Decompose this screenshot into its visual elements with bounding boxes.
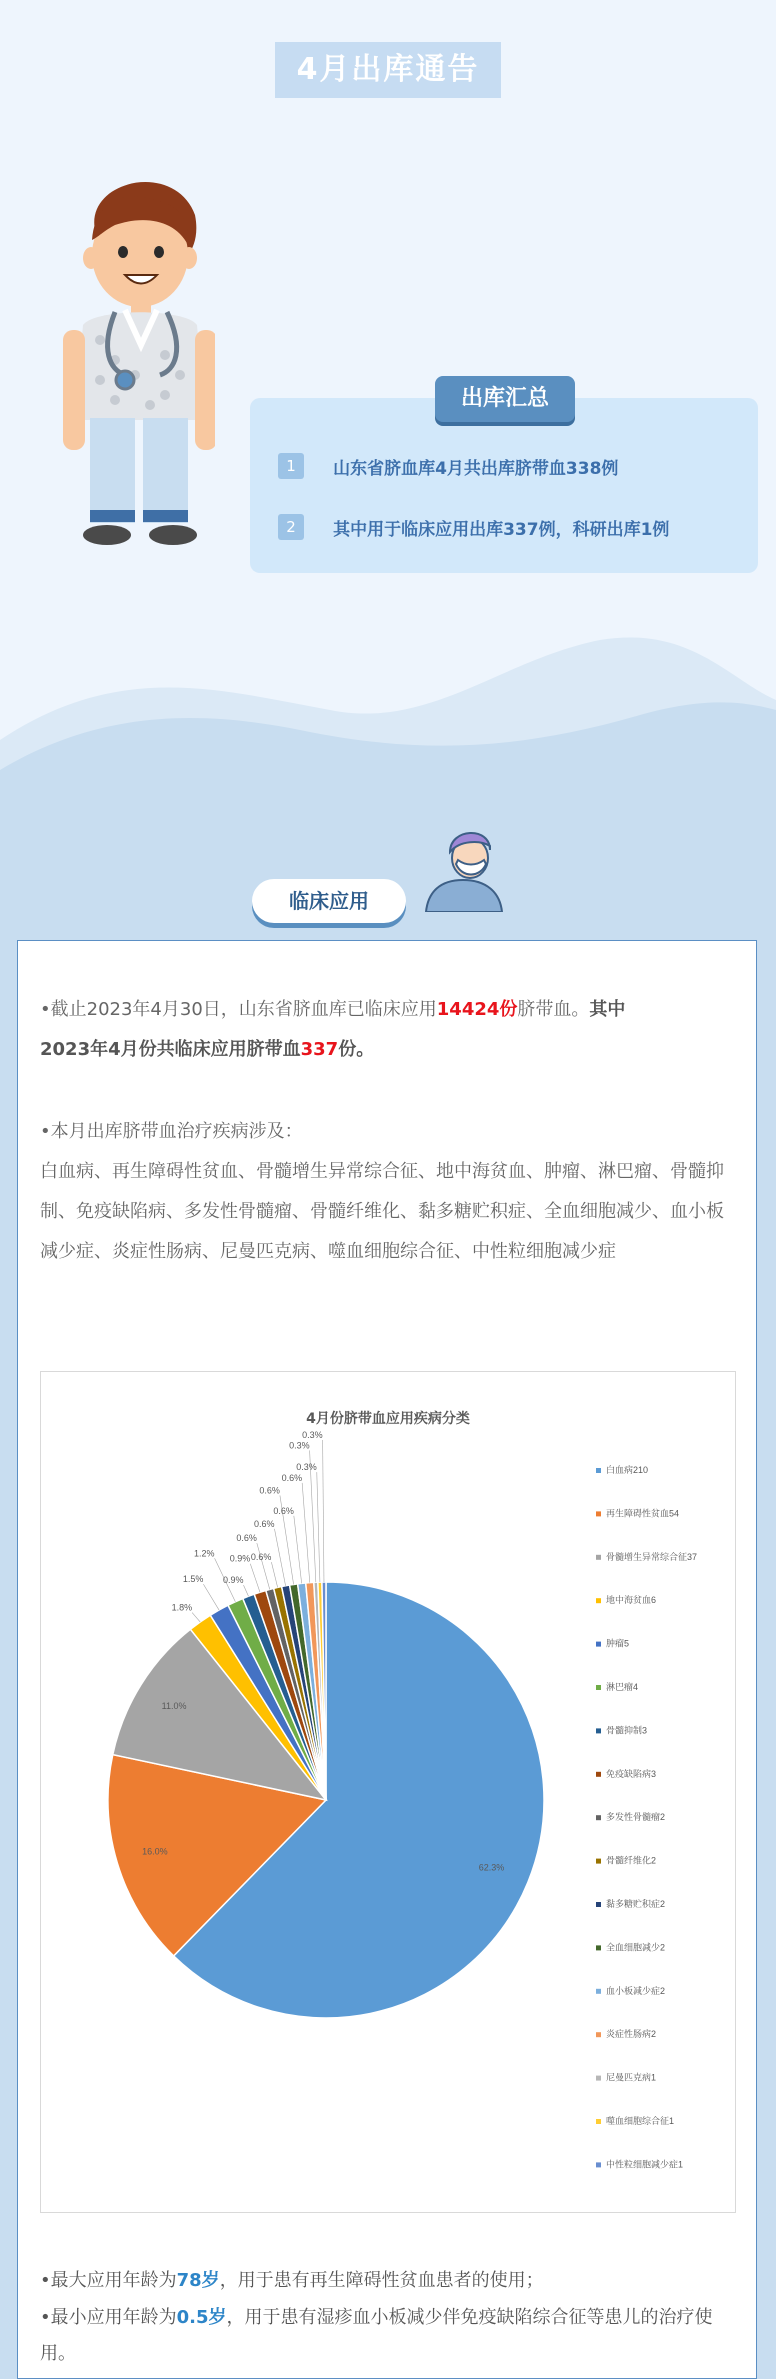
legend-swatch	[596, 1945, 601, 1950]
min-age-line	[40, 2300, 738, 2372]
legend-swatch	[596, 1728, 601, 1733]
pie-slice-label: 1.8%	[171, 1602, 193, 1613]
pie-slice-label: 0.3%	[296, 1462, 317, 1473]
pie-slice-label: 0.6%	[281, 1472, 303, 1483]
summary-card	[250, 398, 758, 573]
pie-chart-svg	[41, 1372, 735, 2212]
pie-slice-label: 1.2%	[194, 1548, 215, 1559]
pie-chart	[40, 1371, 736, 2213]
disease-list: 白血病、再生障碍性贫血、骨髓增生异常综合征、地中海贫血、肿瘤、淋巴瘤、骨髓抑制、免疫缺陷病、多发性骨髓瘤、骨髓纤维化、黏多糖贮积症、全血细胞减少、血小板减少症、炎症性肠病、尼曼匹克病、噬血细胞综合征、中性粒细胞减少症	[40, 1161, 724, 1262]
age-text: ，用于患有再生障碍性贫血患者的使用；	[219, 2270, 544, 2291]
pie-leader-line	[274, 1529, 285, 1586]
legend-label: 地中海贫血6	[606, 1595, 657, 1606]
legend-label: 骨髓抑制3	[606, 1725, 648, 1736]
summary-item-number: 1	[278, 453, 304, 479]
legend-label: 全血细胞减少2	[606, 1942, 666, 1953]
pie-leader-line	[302, 1483, 310, 1583]
legend-label: 血小板减少症2	[606, 1985, 666, 1996]
legend-label: 尼曼匹克病1	[606, 2072, 657, 2083]
pie-leader-line	[323, 1440, 324, 1582]
legend-swatch	[596, 1902, 601, 1907]
legend-label: 白血病210	[606, 1465, 649, 1475]
pie-leader-line	[203, 1584, 219, 1610]
legend-swatch	[596, 1598, 601, 1603]
pie-slice-label: 0.3%	[289, 1440, 310, 1451]
paragraph-bold: 2023年4月份共临床应用脐带血	[40, 1039, 301, 1060]
pie-leader-line	[257, 1543, 270, 1589]
paragraph-text: •截止2023年4月30日，山东省脐血库已临床应用	[40, 999, 437, 1020]
month-count: 337	[300, 1039, 339, 1060]
pie-leader-line	[192, 1613, 200, 1622]
pie-leader-line	[294, 1516, 302, 1584]
paragraph-bold: 份。	[338, 1039, 375, 1060]
legend-label: 黏多糖贮积症2	[606, 1899, 666, 1909]
legend-label: 炎症性肠病2	[606, 2029, 657, 2040]
paragraph-bold: 其中	[589, 999, 626, 1020]
legend-swatch	[596, 2076, 601, 2081]
summary-item	[278, 514, 669, 542]
legend-label: 多发性骨髓瘤2	[606, 1812, 666, 1823]
summary-item	[278, 453, 618, 481]
legend-swatch	[596, 1989, 601, 1994]
legend-swatch	[596, 1511, 601, 1516]
legend-label: 免疫缺陷病3	[606, 1768, 657, 1779]
page-title: 4月出库通告	[275, 42, 501, 98]
pie-leader-line	[250, 1564, 260, 1592]
legend-swatch	[596, 2032, 601, 2037]
age-text: •最小应用年龄为	[40, 2307, 177, 2328]
pie-leader-line	[243, 1585, 248, 1596]
max-age-value: 78岁	[176, 2270, 220, 2291]
legend-label: 淋巴瘤4	[606, 1682, 639, 1692]
legend-swatch	[596, 1815, 601, 1820]
age-text: ，用于患有湿疹血小板减少伴免疫缺陷综合征等患儿的治疗使用。	[40, 2307, 713, 2364]
pie-slice-label: 0.6%	[259, 1485, 280, 1496]
summary-tag: 出库汇总	[435, 376, 575, 422]
legend-swatch	[596, 1685, 601, 1690]
paragraph-text: 脐带血。	[517, 999, 590, 1020]
pie-leader-line	[271, 1562, 277, 1587]
disease-paragraph	[40, 1112, 738, 1272]
pie-leader-line	[317, 1472, 320, 1582]
legend-label: 骨髓增生异常综合征37	[606, 1551, 698, 1562]
summary-item-text: 山东省脐血库4月共出库脐带血338例	[333, 458, 619, 479]
pie-slice-label: 62.3%	[478, 1862, 505, 1873]
legend-label: 肿瘤5	[606, 1638, 630, 1649]
legend-label: 再生障碍性贫血54	[606, 1508, 680, 1519]
legend-swatch	[596, 1859, 601, 1864]
pie-slice-label: 0.6%	[236, 1533, 257, 1544]
nurse-illustration	[420, 822, 506, 912]
max-age-line	[40, 2263, 738, 2299]
legend-swatch	[596, 1772, 601, 1777]
doctor-illustration	[55, 160, 215, 560]
legend-label: 中性粒细胞减少症1	[606, 2159, 684, 2170]
pie-slice-label: 0.6%	[273, 1505, 294, 1516]
pie-slice-label: 16.0%	[142, 1846, 168, 1857]
pie-slice-label: 0.9%	[229, 1553, 251, 1564]
legend-label: 骨髓纤维化2	[606, 1855, 657, 1866]
legend-swatch	[596, 2162, 601, 2167]
summary-item-number: 2	[278, 514, 304, 540]
total-count: 14424份	[436, 999, 518, 1020]
pie-slice-label: 11.0%	[161, 1700, 187, 1711]
wave-decoration	[0, 620, 776, 820]
clinical-tag: 临床应用	[252, 879, 406, 923]
min-age-value: 0.5岁	[176, 2307, 227, 2328]
pie-slice-label: 1.5%	[182, 1574, 204, 1585]
pie-slice-label: 0.9%	[222, 1575, 244, 1586]
pie-slice-label: 0.6%	[250, 1552, 272, 1563]
legend-swatch	[596, 1468, 601, 1473]
legend-swatch	[596, 1555, 601, 1560]
pie-slice-label: 0.3%	[302, 1430, 323, 1441]
legend-label: 噬血细胞综合征1	[606, 2116, 675, 2126]
summary-item-text: 其中用于临床应用出库337例，科研出库1例	[333, 519, 670, 540]
summary-paragraph	[40, 990, 738, 1070]
legend-swatch	[596, 1642, 601, 1647]
chart-title: 4月份脐带血应用疾病分类	[306, 1411, 470, 1427]
legend-swatch	[596, 2119, 601, 2124]
age-text: •最大应用年龄为	[40, 2270, 177, 2291]
disease-heading: •本月出库脐带血治疗疾病涉及：	[40, 1121, 303, 1142]
pie-slice-label: 0.6%	[253, 1518, 275, 1529]
